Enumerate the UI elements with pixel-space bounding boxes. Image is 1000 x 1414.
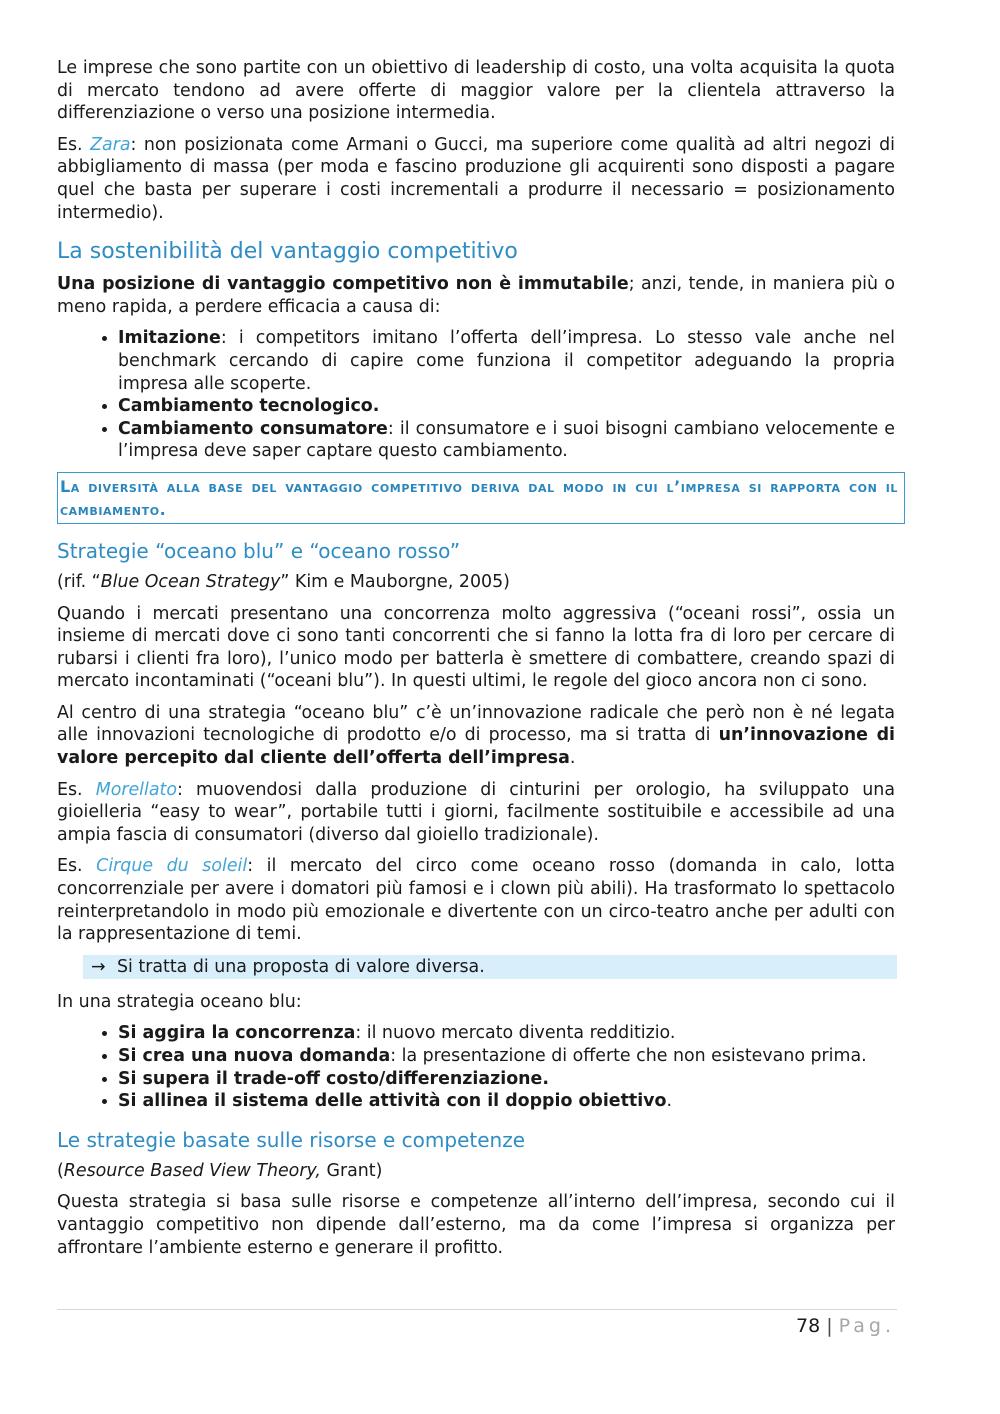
reference-title: Blue Ocean Strategy: [100, 571, 281, 592]
paragraph-text: Al centro di una strategia “oceano blu” c’è un’innovazione radicale che però non è né legata alle innovazioni tecnologiche di prodotto e/o di processo, ma si tratta di: [57, 702, 895, 746]
company-name-zara: Zara: [90, 134, 131, 155]
list-item-text: : la presentazione di offerte che non esistevano prima.: [390, 1046, 867, 1066]
list-item: [118, 1045, 895, 1068]
list-item-text: .: [666, 1091, 672, 1112]
example-prefix: Es.: [57, 856, 97, 877]
reference-suffix: Grant): [320, 1160, 383, 1181]
page-number: [796, 1314, 895, 1338]
section-heading-sustainability: La sostenibilità del vantaggio competitivo: [57, 239, 518, 265]
reference-prefix: (: [57, 1160, 64, 1181]
list-item: [118, 327, 895, 395]
list-item-term: Si crea una nuova domanda: [118, 1046, 391, 1066]
paragraph-not-immutable: [57, 273, 895, 318]
example-text: : il mercato del circo come oceano rosso (domanda in calo, lotta concorrenziale per avere i domatori più famosi e i clown più abili). Ha trasformato lo spettacolo reinterpretandolo in modo più emozionale e divertente con un circo-teatro anche per adulti con la rappresentazione di temi.: [57, 856, 895, 945]
list-item-text: : il nuovo mercato diventa redditizio.: [355, 1023, 676, 1044]
company-name-cirque: Cirque du soleil: [96, 856, 248, 877]
list-item-term: Cambiamento tecnologico.: [118, 396, 380, 417]
arrow-note-text: Si tratta di una proposta di valore diversa.: [117, 956, 485, 977]
causes-list: [57, 327, 895, 463]
list-item-term: Imitazione: [118, 328, 221, 349]
list-item-term: Si allinea il sistema delle attività con il doppio obiettivo: [118, 1091, 667, 1112]
bold-statement: un’innovazione di valore percepito dal cliente dell’offerta dell’impresa: [57, 725, 896, 769]
list-item-text: : i competitors imitano l’offerta dell’impresa. Lo stesso vale anche nel benchmark cercando di capire come funziona il competitor adeguando la propria impresa alle scoperte.: [118, 328, 895, 394]
section-heading-ocean-strategies: Strategie “oceano blu” e “oceano rosso”: [57, 538, 461, 563]
statement-rest: ; anzi, tende, in maniera più o meno rapida, a perdere efficacia a causa di:: [57, 274, 895, 317]
reference-line: [57, 1160, 895, 1183]
list-item: [118, 1090, 895, 1113]
paragraph-cost-leadership: Le imprese che sono partite con un obiettivo di leadership di costo, una volta acquisita la quota di mercato tendono ad avere offerte di maggior valore per la clientela attraverso la differenziazione o verso una posizione intermedia.: [57, 58, 895, 124]
example-prefix: Es.: [57, 134, 91, 155]
paragraph-morellato-example: [57, 779, 895, 847]
list-item: [118, 418, 895, 463]
company-name-morellato: Morellato: [95, 779, 177, 800]
page-content: [57, 57, 898, 1268]
list-item-text: : il consumatore e i suoi bisogni cambiano velocemente e l’impresa deve saper captare questo cambiamento.: [118, 418, 896, 462]
reference-line: [57, 571, 895, 594]
example-text: : muovendosi dalla produzione di cinturini per orologio, ha sviluppato una gioielleria “easy to wear”, portabile tutti i giorni, facilmente sostituibile e accessibile ad una ampia fascia di consumatori (diverso dal gioiello tradizionale).: [57, 779, 895, 845]
paragraph-end: .: [569, 748, 576, 769]
paragraph-rbv: Questa strategia si basa sulle risorse e competenze all’interno dell’impresa, secondo cui il vantaggio competitivo non dipende dall’esterno, ma da come l’impresa si organizza per affrontare l’ambiente esterno e generare il profitto.: [57, 1192, 895, 1258]
paragraph-zara-example: [57, 134, 895, 224]
reference-prefix: (rif. “: [57, 571, 101, 592]
page-label: Pag.: [838, 1315, 895, 1337]
list-item: [118, 1068, 895, 1091]
paragraph-cirque-example: [57, 855, 895, 945]
footer-divider: [57, 1309, 897, 1310]
page-number-separator: |: [826, 1315, 833, 1337]
bold-statement: Una posizione di vantaggio competitivo non è immutabile: [57, 274, 629, 295]
paragraph-red-oceans: Quando i mercati presentano una concorrenza molto aggressiva (“oceani rossi”, ossia un insieme di mercati dove ci sono tanti concorrenti che si fanno la lotta fra di loro per cercare di rubarsi i clienti fra loro), l’unico modo per batterla è smettere di combattere, creando spazi di mercato incontaminati (“oceani blu”). In questi ultimi, le regole del gioco ancora non ci sono.: [57, 603, 895, 692]
blue-ocean-list: [57, 1022, 895, 1112]
list-item-term: Si supera il trade-off costo/differenziazione.: [118, 1068, 549, 1089]
page-number-value: 78: [796, 1315, 821, 1337]
section-heading-resources: Le strategie basate sulle risorse e competenze: [57, 1127, 525, 1152]
reference-title: Resource Based View Theory,: [63, 1160, 321, 1181]
highlighted-arrow-note: [83, 955, 897, 979]
list-item: [118, 1022, 895, 1045]
reference-suffix: ” Kim e Mauborgne, 2005): [280, 571, 510, 592]
arrow-right-icon: →: [91, 956, 106, 977]
callout-box: La diversità alla base del vantaggio competitivo deriva dal modo in cui l’impresa si rapporta con il cambiamento.: [57, 472, 905, 524]
list-item-term: Cambiamento consumatore: [118, 418, 388, 439]
paragraph-blue-ocean-intro: In una strategia oceano blu:: [57, 991, 302, 1012]
example-text: : non posizionata come Armani o Gucci, ma superiore come qualità ad altri negozi di abbigliamento di massa (per moda e fascino produzione gli acquirenti sono disposti a pagare quel che basta per superare i costi incrementali a produrre il necessario = posizionamento intermedio).: [57, 134, 895, 223]
list-item-term: Si aggira la concorrenza: [118, 1023, 356, 1044]
example-prefix: Es.: [57, 779, 96, 800]
list-item: [118, 395, 895, 418]
paragraph-blue-ocean-center: [57, 702, 895, 770]
